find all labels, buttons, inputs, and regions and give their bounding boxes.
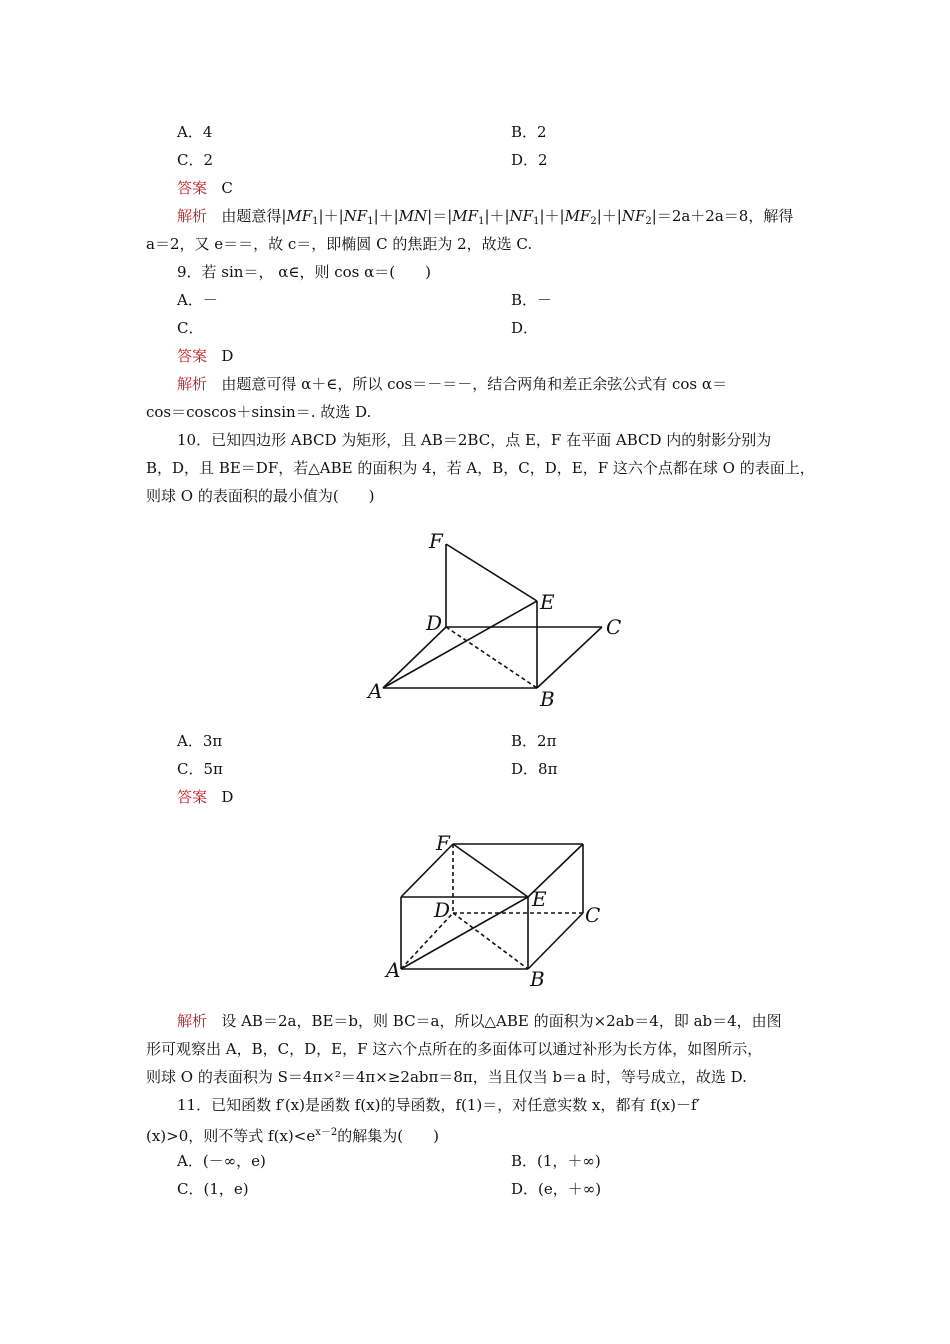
subscript: 2 [645,216,652,227]
text: NF [343,207,368,225]
answer-label: 答案 [177,347,208,365]
vertex-label-E: E [532,887,547,911]
vertex-label-F: F [429,529,443,553]
text: (x)>0，则不等式 f(x)<e [146,1127,316,1145]
vertex-label-C: C [606,615,622,639]
text: 的解集为( ) [337,1127,439,1145]
vertex-label-D: D [434,898,451,922]
explanation-label: 解析 [177,207,208,225]
q10-solution-figure [368,814,618,998]
q10-option-d: D．8π [511,760,558,778]
q8-answer [177,178,233,198]
text: |＋| [596,207,622,225]
q10-stem-line2: B，D，且 BE＝DF，若△ABE 的面积为 4，若 A，B，C，D，E，F 这六个点都在球 O 的表面上， [146,459,815,477]
edge-FE [446,544,537,601]
q11-stem-line1: 11．已知函数 f′(x)是函数 f(x)的导函数，f(1)＝，对任意实数 x，都有 f(x)－f′ [177,1096,700,1114]
text: |＋| [318,207,344,225]
text: MF [452,207,479,225]
cuboid-figure [368,814,618,998]
text: MF [564,207,591,225]
edge-DB-hidden [453,913,528,969]
text: 由题意得| [221,207,287,225]
text: 由题意可得 α＋∈，所以 cos＝－＝－，结合两角和差正余弦公式有 cos α＝ [221,375,728,393]
answer-label: 答案 [177,179,208,197]
q8-option-d: D．2 [511,151,548,169]
q10-figure [348,512,634,726]
geometry-figure [348,512,634,726]
text: |＋| [373,207,399,225]
answer-value: D [221,347,234,365]
q9-option-a: A．－ [177,291,218,309]
text: |＝| [427,207,453,225]
q10-option-c: C．5π [177,760,223,778]
subscript: 1 [367,216,374,227]
text: MN [398,207,428,225]
q10-option-a: A．3π [177,732,223,750]
vertex-label-E: E [540,590,555,614]
vertex-label-A: A [386,958,401,982]
q11-stem-line2 [146,1123,439,1146]
q10-explanation-line2: 形可观察出 A，B，C，D，E，F 这六个点所在的多面体可以通过补形为长方体，如图所示， [146,1040,763,1058]
answer-label: 答案 [177,788,208,806]
text: |＋| [484,207,510,225]
q9-stem: 9．若 sin＝， α∈，则 cos α＝( ) [177,263,431,281]
q10-answer [177,787,233,807]
edge-AE [383,601,537,688]
answer-value: D [221,788,234,806]
vertex-label-C: C [585,903,601,927]
q10-explanation-line1 [177,1011,782,1031]
answer-value: C [221,179,233,197]
edge-FE [453,844,528,897]
q11-option-c: C．(1，e) [177,1180,249,1198]
subscript: 1 [533,216,540,227]
text: |＝2a＋2a＝8，解得 [651,207,794,225]
q9-option-c: C． [177,319,204,337]
q10-option-b: B．2π [511,732,557,750]
edge-BC [528,913,583,969]
text: NF [509,207,534,225]
q9-explanation-line2: cos＝coscos＋sinsin＝. 故选 D. [146,403,372,421]
edge-AE [401,897,528,969]
text: MF [286,207,313,225]
superscript: x－2 [315,1127,338,1138]
subscript: 1 [478,216,485,227]
q9-option-b: B．－ [511,291,553,309]
edge-DB-hidden [446,627,537,688]
q10-stem-line3: 则球 O 的表面积的最小值为( ) [146,487,375,505]
text: |＋| [539,207,565,225]
vertex-label-B: B [530,967,545,991]
q10-stem-line1: 10．已知四边形 ABCD 为矩形，且 AB＝2BC，点 E，F 在平面 ABCD 内的射影分别为 [177,431,772,449]
q9-option-d: D． [511,319,539,337]
edge-CB [537,627,602,688]
q10-explanation-line3: 则球 O 的表面积为 S＝4π×²＝4π×≥2abπ＝8π，当且仅当 b＝a 时，等号成立，故选 D. [146,1068,747,1086]
q9-explanation-line1 [177,374,727,394]
q11-option-d: D．(e，＋∞) [511,1180,602,1198]
vertex-label-D: D [426,611,443,635]
q11-option-a: A．(－∞，e) [177,1152,266,1170]
explanation-label: 解析 [177,1012,208,1030]
q8-option-c: C．2 [177,151,214,169]
explanation-label: 解析 [177,375,208,393]
q11-option-b: B．(1，＋∞) [511,1152,601,1170]
text: 设 AB＝2a，BE＝b，则 BC＝a，所以△ABE 的面积为×2ab＝4，即 ab＝4，由图 [221,1012,782,1030]
q8-option-a: A．4 [177,123,213,141]
q8-explanation-line2: a＝2，又 e＝＝，故 c＝，即椭圆 C 的焦距为 2，故选 C. [146,235,533,253]
text: NF [621,207,646,225]
vertex-label-F: F [436,831,450,855]
q9-answer [177,346,233,366]
subscript: 2 [590,216,597,227]
vertex-label-B: B [540,687,555,711]
q8-option-b: B．2 [511,123,547,141]
vertex-label-A: A [368,679,383,703]
q8-explanation-line1 [177,206,793,232]
subscript: 1 [312,216,319,227]
